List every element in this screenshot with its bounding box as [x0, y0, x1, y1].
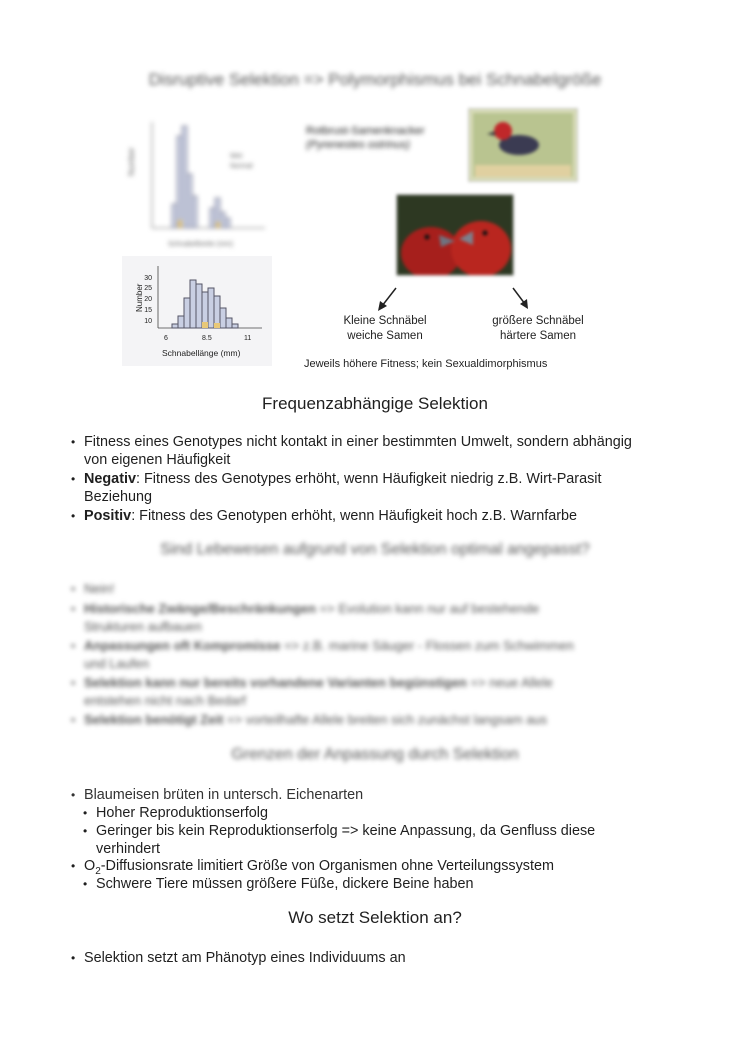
sub-low-success: • Geringer bis kein Reproduktionserfolg => keine Anpassung, da Genfluss diese verhindert — [83, 823, 596, 857]
section-title-disruptive: Disruptive Selektion => Polymorphismus bei Schnabelgröße — [148, 70, 602, 89]
sub-high-success: • Hoher Reproduktionserfolg — [83, 805, 268, 821]
bullet-positive: • Positiv: Fitness des Genotypen erhöht, wenn Häufigkeit hoch z.B. Warnfarbe — [71, 508, 578, 524]
beak-width-histogram — [120, 116, 270, 256]
bullet-bluetits: • Blaumeisen brüten in untersch. Eichenarten — [71, 787, 364, 803]
bullet-dot: • — [71, 509, 76, 523]
bullet-dot: • — [71, 435, 76, 449]
section-title-frequency: Frequenzabhängige Selektion — [262, 394, 488, 413]
ytick: 20 — [144, 296, 152, 303]
disruptive-selection-figure — [118, 108, 638, 378]
top-chart-ylabel: Number — [127, 147, 136, 176]
finch-photo — [396, 194, 514, 276]
bird-species-label: Rotbrust-Samenknacker (Pyrenestes ostrinus) — [306, 125, 425, 151]
sub-heavy-animals: • Schwere Tiere müssen größere Füße, dickere Beine haben — [83, 876, 474, 892]
bullet-dot: • — [71, 472, 76, 486]
bullet-compromise: • Anpassungen oft Kompromisse => z.B. marine Säuger - Flossen zum Schwimmen und Laufen — [71, 638, 574, 671]
legend-wet: Wet — [230, 153, 243, 160]
xtick: 6 — [164, 335, 168, 342]
small-beak-caption: Kleine Schnäbel weiche Samen — [343, 315, 427, 342]
bottom-chart-xlabel: Schnabellänge (mm) — [162, 348, 241, 358]
top-chart-xlabel: Schnabelbreite (mm) — [168, 241, 233, 248]
bullet-phenotype: • Selektion setzt am Phänotyp eines Individuums an — [71, 950, 406, 966]
section-title-limits: Grenzen der Anpassung durch Selektion — [231, 746, 519, 763]
large-beak-caption: größere Schnäbel härtere Samen — [492, 315, 584, 342]
bullet-negative: • Negativ: Fitness des Genotypes erhöht, wenn Häufigkeit niedrig z.B. Wirt-Parasit Beziehung — [71, 471, 602, 505]
bullet-variants: • Selektion kann nur bereits vorhandene Varianten begünstigen => neue Allele entstehen nicht nach Bedarf — [71, 675, 553, 708]
bullet-historical: • Historische Zwänge/Beschränkungen => Evolution kann nur auf bestehende Strukturen aufbauen — [71, 601, 540, 634]
ytick: 30 — [144, 275, 152, 282]
bullet-o2-diffusion: • $O_2$-Diffusionsrate limitiert Größe von Organismen ohne Verteilungssystem — [71, 858, 554, 877]
arrows — [368, 284, 528, 314]
beak-length-histogram — [122, 256, 272, 366]
figure-footer: Jeweils höhere Fitness; kein Sexualdimorphismus — [304, 358, 548, 370]
ytick: 10 — [144, 318, 152, 325]
bullet-fitness: • Fitness eines Genotypes nicht kontakt in einer bestimmten Umwelt, sondern abhängig von eigenen Häufigkeit — [71, 434, 632, 468]
bullet-time: • Selektion benötigt Zeit => vorteilhafte Allele breiten sich zunächst langsam aus — [71, 712, 548, 727]
ytick: 25 — [144, 285, 152, 292]
xtick: 11 — [244, 335, 252, 342]
legend-normal: Normal — [230, 163, 253, 170]
ytick: 15 — [144, 307, 152, 314]
bullet-nein: • Nein! — [71, 581, 115, 596]
xtick: 8.5 — [202, 335, 212, 342]
section-title-where: Wo setzt Selektion an? — [288, 908, 462, 927]
bird-stamp-image — [468, 108, 578, 182]
section-title-optimal: Sind Lebewesen aufgrund von Selektion optimal angepasst? — [160, 541, 590, 558]
bottom-chart-ylabel: Number — [135, 283, 144, 312]
